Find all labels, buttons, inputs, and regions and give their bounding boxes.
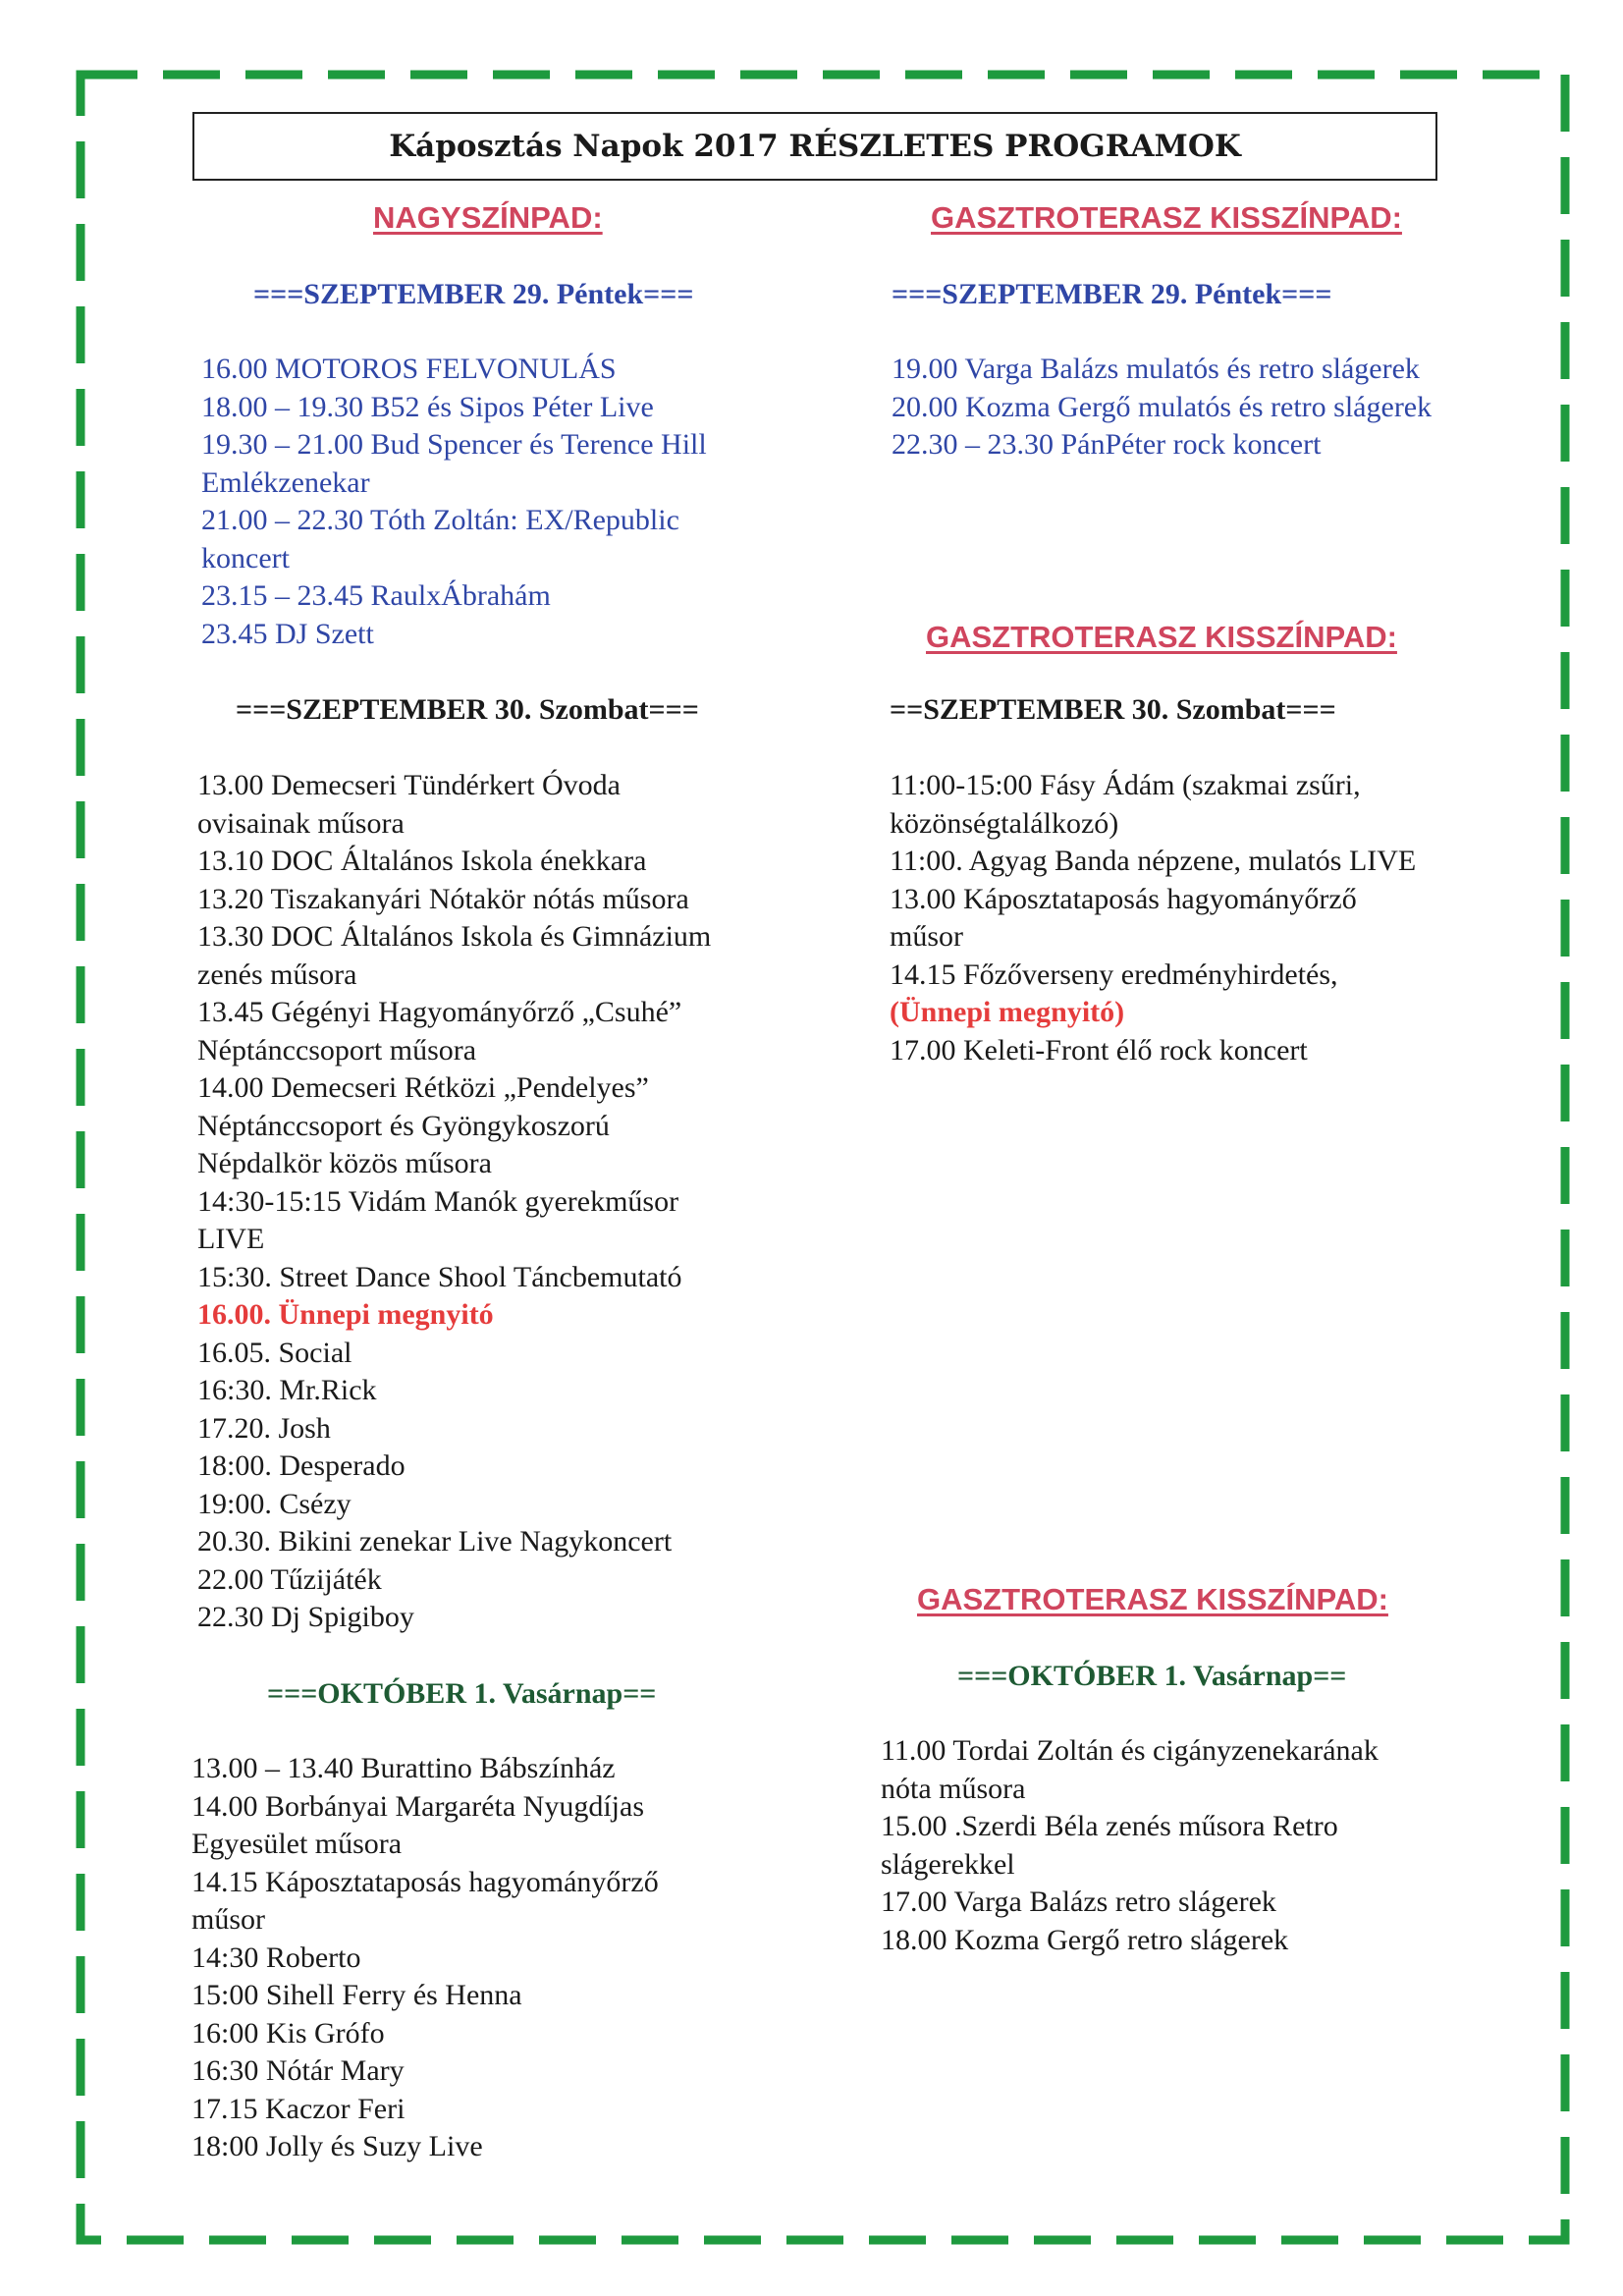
list-item: 14:30-15:15 Vidám Manók gyerekműsor	[197, 1184, 679, 1218]
list-item: 14.00 Borbányai Margaréta Nyugdíjas	[191, 1789, 645, 1823]
list-item: 23.15 – 23.45 RaulxÁbrahám	[201, 579, 551, 612]
list-item: Népdalkör közös műsora	[197, 1147, 492, 1179]
list-item: 11:00. Agyag Banda népzene, mulatós LIVE	[890, 845, 1417, 877]
list-item: 13.00 Káposztataposás hagyományőrző	[890, 882, 1357, 915]
list-item: slágerekkel	[881, 1847, 1015, 1881]
list-item: 18.00 – 19.30 B52 és Sipos Péter Live	[201, 390, 654, 423]
program-list-sun-left	[191, 1750, 659, 2166]
list-item: 19.00 Varga Balázs mulatós és retro slágerek	[892, 353, 1420, 385]
list-item: 14:30 Roberto	[191, 1941, 361, 1974]
list-item: 13.20 Tiszakanyári Nótakör nótás műsora	[197, 882, 689, 915]
list-item: 21.00 – 22.30 Tóth Zoltán: EX/Republic	[201, 504, 679, 536]
list-item: műsor	[890, 920, 963, 953]
list-item: műsor	[191, 1903, 265, 1936]
list-item: 16.05. Social	[197, 1336, 352, 1369]
list-item: 18.00 Kozma Gergő retro slágerek	[881, 1923, 1289, 1956]
list-item: 16:00 Kis Grófo	[191, 2016, 385, 2050]
list-item: koncert	[201, 541, 290, 574]
list-item: 17.20. Josh	[197, 1411, 331, 1445]
list-item: 17.00 Varga Balázs retro slágerek	[881, 1886, 1276, 1918]
list-item-highlight: 16.00. Ünnepi megnyitó	[197, 1298, 494, 1331]
program-list-sun-right	[881, 1732, 1379, 1959]
list-item: 14.00 Demecseri Rétközi „Pendelyes”	[197, 1071, 649, 1104]
list-item: 19.30 – 21.00 Bud Spencer és Terence Hill	[201, 428, 707, 461]
list-item: Egyesület műsora	[191, 1828, 403, 1860]
list-item: 15.00 .Szerdi Béla zenés műsora Retro	[881, 1810, 1338, 1842]
list-item: 20.30. Bikini zenekar Live Nagykoncert	[197, 1525, 673, 1558]
list-item: 22.30 – 23.30 PánPéter rock koncert	[892, 428, 1322, 461]
list-item: 17.15 Kaczor Feri	[191, 2092, 406, 2125]
list-item: 16:30. Mr.Rick	[197, 1374, 377, 1406]
program-list-fri-left	[201, 351, 707, 653]
stage-title-nagyszinpad: NAGYSZÍNPAD:	[373, 200, 603, 235]
list-item: 13.10 DOC Általános Iskola énekkara	[197, 845, 647, 877]
list-item: 13.45 Gégényi Hagyományőrző „Csuhé”	[197, 996, 682, 1028]
list-item: 16.00 MOTOROS FELVONULÁS	[201, 353, 617, 385]
list-item: 14.15 Káposztataposás hagyományőrző	[191, 1865, 659, 1898]
list-item: 19:00. Csézy	[197, 1487, 352, 1520]
list-item: Néptánccsoport és Gyöngykoszorú	[197, 1109, 610, 1142]
list-item: 22.30 Dj Spigiboy	[197, 1601, 414, 1633]
list-item: 22.00 Tűzijáték	[197, 1562, 382, 1596]
list-item: 23.45 DJ Szett	[201, 617, 374, 650]
program-list-fri-right	[892, 351, 1432, 465]
list-item: 14.15 Főzőverseny eredményhirdetés,	[890, 957, 1338, 991]
list-item: 15:30. Street Dance Shool Táncbemutató	[197, 1260, 682, 1293]
list-item: 16:30 Nótár Mary	[191, 2054, 405, 2087]
list-item: 15:00 Sihell Ferry és Henna	[191, 1979, 522, 2011]
stage-title-gasztroterasz-sun: GASZTROTERASZ KISSZÍNPAD:	[917, 1582, 1388, 1616]
list-item: ovisainak műsora	[197, 806, 405, 840]
list-item: 18:00. Desperado	[197, 1449, 406, 1482]
list-item: Néptánccsoport műsora	[197, 1033, 477, 1066]
list-item: 17.00 Keleti-Front élő rock koncert	[890, 1033, 1308, 1066]
list-item: zenés műsora	[197, 957, 357, 991]
day-header-sat-right: ==SZEPTEMBER 30. Szombat===	[890, 693, 1336, 726]
list-item-highlight: (Ünnepi megnyitó)	[890, 996, 1125, 1028]
program-list-sat-left	[197, 767, 711, 1637]
program-list-sat-right	[890, 767, 1416, 1069]
list-item: LIVE	[197, 1223, 265, 1255]
day-header-sun-left: ===OKTÓBER 1. Vasárnap==	[267, 1677, 657, 1710]
day-header-sat-left: ===SZEPTEMBER 30. Szombat===	[236, 693, 699, 726]
list-item: 11:00-15:00 Fásy Ádám (szakmai zsűri,	[890, 769, 1361, 801]
list-item: 18:00 Jolly és Suzy Live	[191, 2130, 483, 2162]
list-item: 13.30 DOC Általános Iskola és Gimnázium	[197, 920, 712, 953]
page-title: Káposztás Napok 2017 RÉSZLETES PROGRAMOK	[192, 112, 1437, 181]
list-item: 20.00 Kozma Gergő mulatós és retro slágerek	[892, 390, 1433, 423]
list-item: 13.00 – 13.40 Burattino Bábszínház	[191, 1752, 616, 1784]
list-item: közönségtalálkozó)	[890, 806, 1119, 840]
list-item: 13.00 Demecseri Tündérkert Óvoda	[197, 769, 621, 801]
list-item: nóta műsora	[881, 1772, 1026, 1805]
list-item: 11.00 Tordai Zoltán és cigányzenekarának	[881, 1734, 1379, 1767]
day-header-fri-right: ===SZEPTEMBER 29. Péntek===	[892, 278, 1332, 310]
day-header-fri-left: ===SZEPTEMBER 29. Péntek===	[253, 278, 694, 310]
list-item: Emlékzenekar	[201, 465, 370, 499]
stage-title-gasztroterasz-sat: GASZTROTERASZ KISSZÍNPAD:	[926, 620, 1397, 654]
stage-title-gasztroterasz-fri: GASZTROTERASZ KISSZÍNPAD:	[931, 200, 1402, 235]
day-header-sun-right: ===OKTÓBER 1. Vasárnap==	[957, 1660, 1347, 1692]
